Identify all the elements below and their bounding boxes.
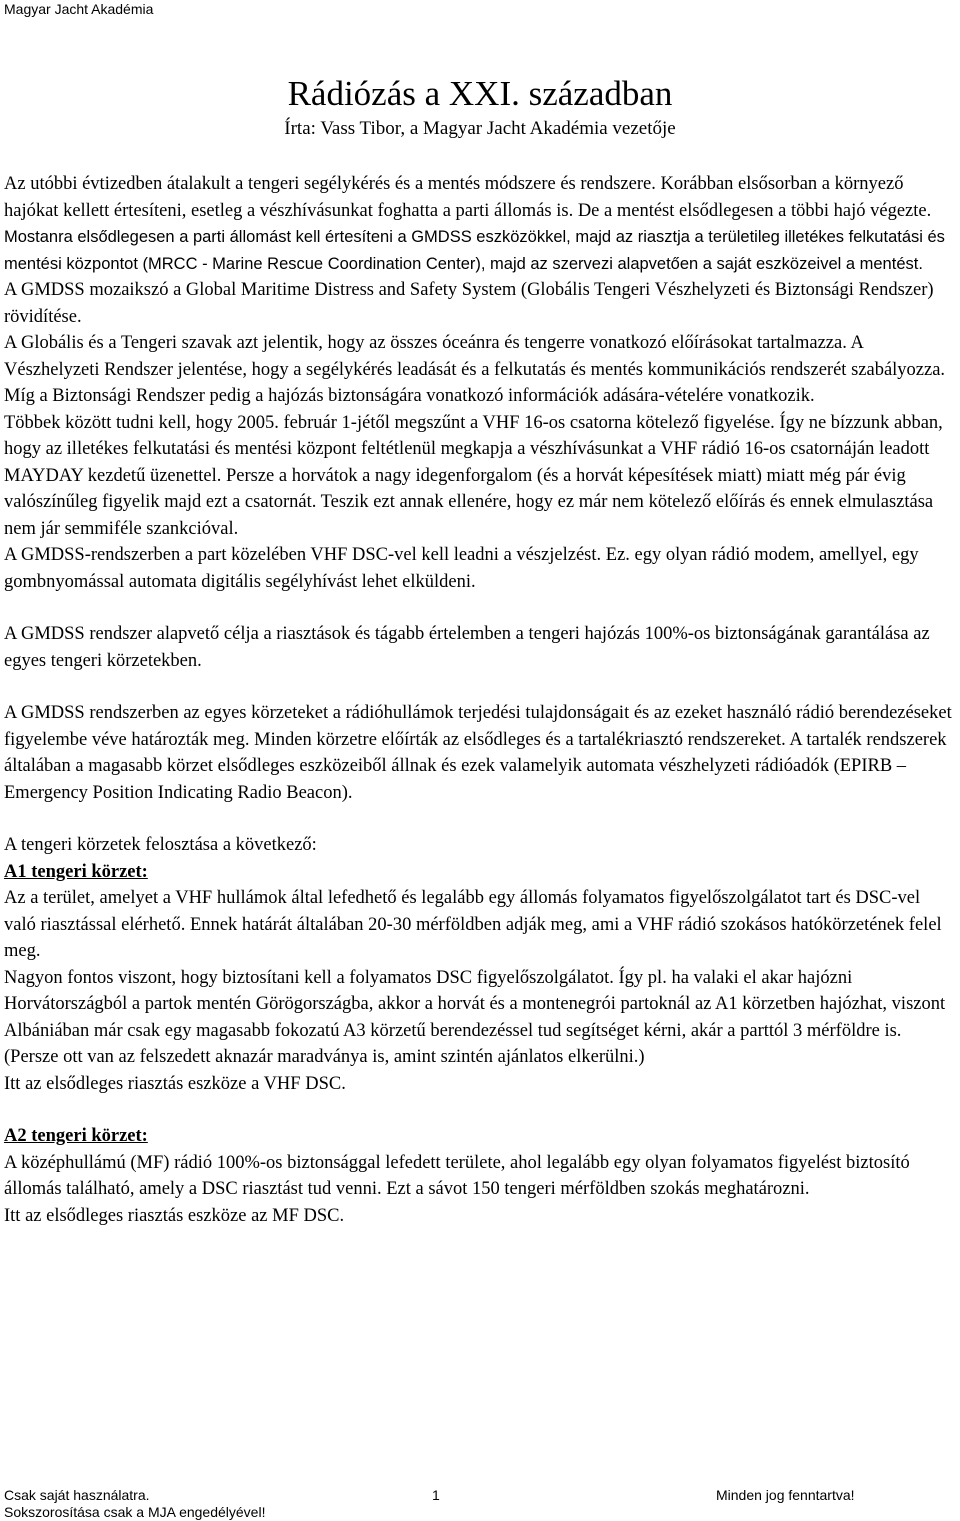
spacer [4,806,956,832]
footer-rights: Minden jog fenntartva! [716,1487,855,1503]
paragraph-gmdss-meaning: A Globális és a Tengeri szavak azt jelentik, hogy az összes óceánra és tengerre vonatkozó előírásokat tartalmazza. A Vészhelyzeti Rendszer jelentése, hogy a segélykérés leadását és a felkutatás és mentés kommunikációs rendszerét szabályozza. Míg a Biztonsági Rendszer pedig a hajózás biztonságára vonatkozó információk adására-vételére vonatkozik. [4,333,946,406]
document-subtitle: Írta: Vass Tibor, a Magyar Jacht Akadémia vezetője [284,118,676,139]
spacer [4,595,956,621]
heading-a2-zone: A2 tengeri körzet: [4,1126,148,1146]
page-number: 1 [432,1487,440,1503]
paragraph-intro-part2: Mostanra elsődlegesen a parti állomást kell értesíteni a GMDSS eszközökkel, majd az riasztja a területileg illetékes felkutatási és mentési központot (MRCC - Marine Rescue Coordination Center), majd az szervezi alapvetően a saját eszközeivel a mentést. [4,228,945,273]
paragraph-zones-intro: A tengeri körzetek felosztása a következő: [4,835,317,855]
heading-a1-zone: A1 tengeri körzet: [4,861,148,882]
spacer [4,674,956,700]
paragraph-zones-definition: A GMDSS rendszerben az egyes körzeteket a rádióhullámok terjedési tulajdonságait és az ezeket használó rádió berendezéseket figyelembe véve határozták meg. Minden körzetre előírták az elsődleges és a tartalékriasztó rendszereket. A tartalék rendszerek általában a magasabb körzet elsődleges eszközeiből állnak és ezek valamelyik automata vészhelyzeti rádióadók (EPIRB – Emergency Position Indicating Radio Beacon). [4,703,952,803]
paragraph-a2-device: Itt az elsődleges riasztás eszköze az MF DSC. [4,1205,345,1226]
paragraph-intro-part1: Az utóbbi évtizedben átalakult a tengeri segélykérés és a mentés módszere és rendszere. Korábban elsősorban a környező hajókat kellett értesíteni, esetleg a vészhívásunkat foghatta a parti állomás is. De a mentést elsődlegesen a többi hajó végezte. [4,174,932,221]
paragraph-gmdss-goal: A GMDSS rendszer alapvető célja a riasztások és tágabb értelemben a tengeri hajózás 100%-os biztonságának garantálása az egyes tengeri körzetekben. [4,624,930,671]
paragraph-gmdss-acronym: A GMDSS mozaikszó a Global Maritime Distress and Safety System (Globális Tengeri Vészhelyzeti és Biztonsági Rendszer) rövidítése. [4,280,934,327]
footer-copy-note: Sokszorosítása csak a MJA engedélyével! [4,1504,266,1520]
paragraph-a1-device: Itt az elsődleges riasztás eszköze a VHF DSC. [4,1073,346,1094]
paragraph-a2-definition: A középhullámú (MF) rádió 100%-os biztonsággal lefedett területe, ahol legalább egy olyan folyamatos figyelést biztosító állomás található, amely a DSC riasztást tud venni. Ezt a sávot 150 tengeri mérföldben szokás meghatározni. [4,1152,910,1199]
paragraph-vhf16: Többek között tudni kell, hogy 2005. február 1-jétől megszűnt a VHF 16-os csatorna kötelező figyelése. Így ne bízzunk abban, hogy az illetékes felkutatási és mentési központ feltétlenül megkapja a vészhívásunkat a VHF rádió 16-os csatornáján leadott MAYDAY kezdetű üzenettel. Persze a horvátok a nagy idegenforgalom (és a horvát képesítések miatt) miatt még pár évig valószínűleg figyelik majd ezt a csatornát. Teszik ezt annak ellenére, hogy ez már nem kötelező előírás és ennek elmulasztása nem jár semmiféle szankcióval. [4,412,943,539]
document-title: Rádiózás a XXI. században [287,74,673,113]
header-org: Magyar Jacht Akadémia [4,1,154,17]
footer-usage-note: Csak saját használatra. [4,1487,150,1503]
paragraph-intro [4,171,956,277]
document-body [4,171,956,1229]
paragraph-a1-definition: Az a terület, amelyet a VHF hullámok által lefedhető és legalább egy állomás folyamatos figyelőszolgálatot tart és DSC-vel való riasztással elérhető. Ennek határát általában 20-30 mérföldben adják meg, ami a VHF rádió szokásos hatókörzetének felel meg. [4,888,942,961]
paragraph-vhf-dsc: A GMDSS-rendszerben a part közelében VHF DSC-vel kell leadni a vészjelzést. Ez. egy olyan rádió modem, amellyel, egy gombnyomással automata digitális segélyhívást lehet elküldeni. [4,545,919,592]
paragraph-a1-example: Nagyon fontos viszont, hogy biztosítani kell a folyamatos DSC figyelőszolgálatot. Így pl. ha valaki el akar hajózni Horvátországból a partok mentén Görögországba, akkor a horvát és a montenegrói partoknál az A1 körzetben hajózhat, viszont Albániában már csak egy magasabb fokozatú A3 körzetű berendezéssel tud segítséget kérni, akár a parttól 3 mérföldre is. (Persze ott van az felszedett aknazár maradványa is, amint szintén ajánlatos elkerülni.) [4,967,946,1067]
spacer [4,1097,956,1123]
